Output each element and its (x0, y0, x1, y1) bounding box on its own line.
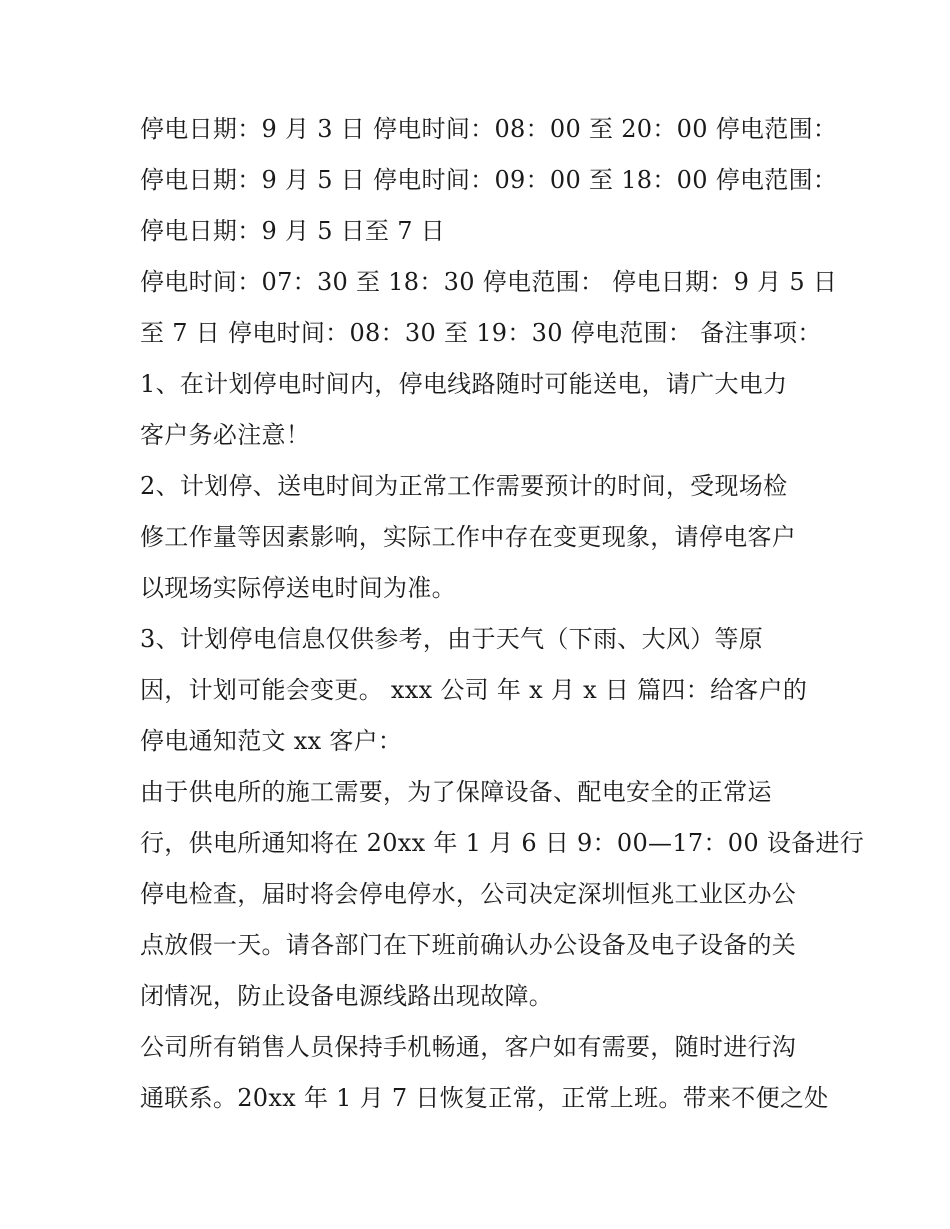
text-line: 闭情况，防止设备电源线路出现故障。 (140, 982, 554, 1010)
text-line: 修工作量等因素影响，实际工作中存在变更现象，请停电客户 (140, 523, 797, 551)
text-line: 因，计划可能会变更。 xxx 公司 年 x 月 x 日 篇四：给客户的 (140, 676, 808, 704)
text-line: 至 7 日 停电时间：08：30 至 19：30 停电范围： 备注事项： (140, 319, 822, 347)
text-line: 通联系。20xx 年 1 月 7 日恢复正常，正常上班。带来不便之处 (140, 1084, 829, 1112)
text-line: 客户务必注意！ (140, 421, 311, 449)
text-line: 停电通知范文 xx 客户： (140, 727, 403, 755)
text-line: 停电日期：9 月 5 日至 7 日 (140, 217, 446, 245)
text-line: 停电时间：07：30 至 18：30 停电范围： 停电日期：9 月 5 日 (140, 268, 838, 296)
text-line: 1、在计划停电时间内，停电线路随时可能送电，请广大电力 (140, 370, 788, 398)
text-line: 点放假一天。请各部门在下班前确认办公设备及电子设备的关 (140, 931, 797, 959)
document-body (140, 104, 865, 1124)
text-line: 公司所有销售人员保持手机畅通，客户如有需要，随时进行沟 (140, 1033, 797, 1061)
text-line: 2、计划停、送电时间为正常工作需要预计的时间，受现场检 (140, 472, 788, 500)
text-line: 停电日期：9 月 5 日 停电时间：09：00 至 18：00 停电范围： (140, 166, 838, 194)
text-line: 由于供电所的施工需要，为了保障设备、配电安全的正常运 (140, 778, 772, 806)
text-line: 以现场实际停送电时间为准。 (140, 574, 456, 602)
text-line: 停电检查，届时将会停电停水，公司决定深圳恒兆工业区办公 (140, 880, 797, 908)
text-line: 3、计划停电信息仅供参考，由于天气（下雨、大风）等原 (140, 625, 764, 653)
text-line: 行，供电所通知将在 20xx 年 1 月 6 日 9：00—17：00 设备进行 (140, 829, 865, 857)
text-line: 停电日期：9 月 3 日 停电时间：08：00 至 20：00 停电范围： (140, 115, 838, 143)
